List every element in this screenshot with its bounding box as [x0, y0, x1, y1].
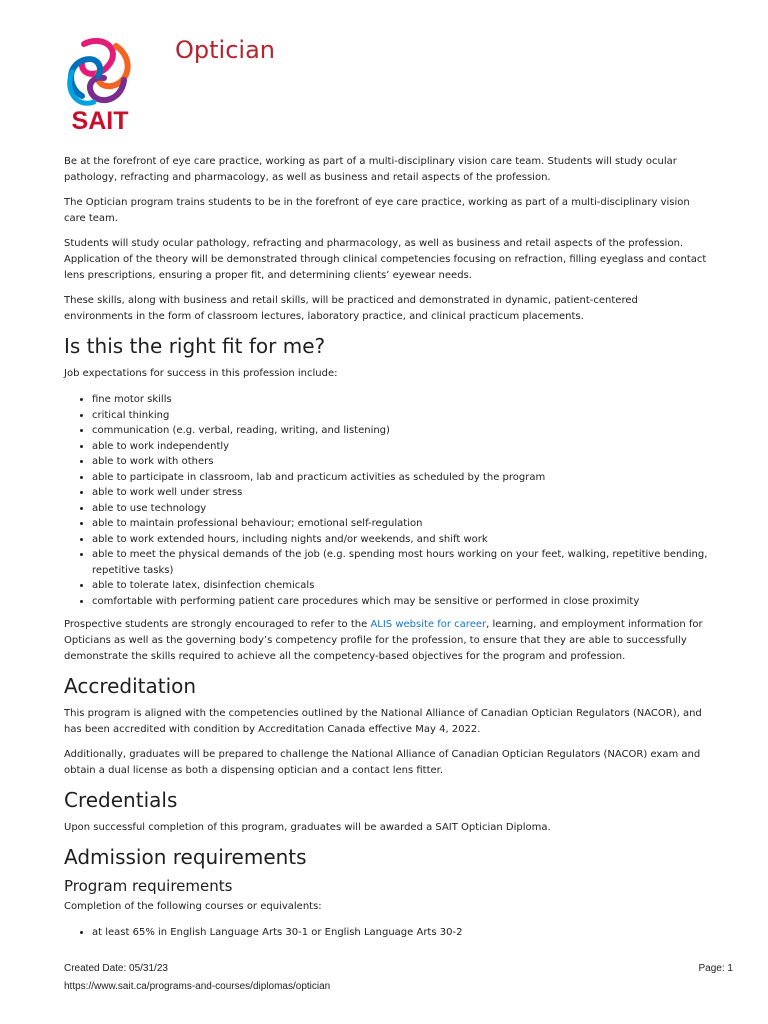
list-item: • able to participate in classroom, lab and practicum activities as scheduled by the program [92, 470, 708, 486]
created-date: Created Date: 05/31/23 [64, 963, 168, 974]
prospective-text: Prospective students are strongly encouraged to refer to the [64, 619, 371, 630]
intro-paragraph: Students will study ocular pathology, refracting and pharmacology, as well as business and retail aspects of the profession. Application of the theory will be demonstrated through clinical competencies focusing on refraction, filling eyeglass and contact lens prescriptions, ensuring a proper fit, and determining clients’ eyewear needs. [64, 238, 707, 281]
prospective-text: , learning, and employment information for Opticians as well as the governing body’s competency profile for the profession, to ensure that they are able to successfully demonstrate the skills required to achieve all the competency-based objectives for the program and profession. [64, 619, 703, 662]
sait-wordmark: SAIT [71, 107, 129, 132]
admission-heading: Admission requirements [64, 845, 307, 869]
list-item: • able to tolerate latex, disinfection chemicals [92, 578, 708, 594]
list-item: • able to work well under stress [92, 485, 708, 501]
list-item: • able to meet the physical demands of the job (e.g. spending most hours working on your feet, walking, repetitive bending, repetitive tasks) [92, 547, 708, 578]
sait-logo-mark [64, 36, 136, 132]
fit-lead: Job expectations for success in this profession include: [64, 368, 338, 379]
list-item: • fine motor skills [92, 392, 708, 408]
list-item: • able to maintain professional behaviour; emotional self-regulation [92, 516, 708, 532]
main-content [64, 154, 708, 949]
accreditation-paragraph: This program is aligned with the competencies outlined by the National Alliance of Canadian Optician Regulators (NACOR), and has been accredited with condition by Accreditation Canada effective May 4, 2022. [64, 708, 702, 735]
list-item: • able to work with others [92, 454, 708, 470]
accreditation-heading: Accreditation [64, 674, 197, 698]
list-item: • comfortable with performing patient care procedures which may be sensitive or performed in close proximity [92, 594, 708, 610]
credentials-paragraph: Upon successful completion of this program, graduates will be awarded a SAIT Optician Diploma. [64, 822, 551, 833]
sait-logo [64, 36, 136, 132]
list-item: • critical thinking [92, 408, 708, 424]
list-item: • able to use technology [92, 501, 708, 517]
fit-list [64, 392, 708, 609]
credentials-heading: Credentials [64, 788, 178, 812]
program-requirements-heading: Program requirements [64, 877, 233, 895]
list-item: • able to work extended hours, including nights and/or weekends, and shift work [92, 532, 708, 548]
admission-list [64, 925, 708, 941]
page-number: Page: 1 [698, 963, 733, 974]
prospective-paragraph [64, 617, 708, 665]
footer-created-row [64, 963, 733, 974]
footer-url: https://www.sait.ca/programs-and-courses/diplomas/optician [64, 981, 331, 992]
accreditation-paragraph: Additionally, graduates will be prepared to challenge the National Alliance of Canadian Optician Regulators (NACOR) exam and obtain a dual license as both a dispensing optician and a contact lens fitter. [64, 749, 701, 776]
intro-paragraph: The Optician program trains students to be in the forefront of eye care practice, working as part of a multi-disciplinary vision care team. [64, 197, 690, 224]
intro-paragraph: These skills, along with business and retail skills, will be practiced and demonstrated in dynamic, patient-centered environments in the form of classroom lectures, laboratory practice, and clinical practicum placements. [64, 295, 638, 322]
list-item: • communication (e.g. verbal, reading, writing, and listening) [92, 423, 708, 439]
page-title: Optician [175, 36, 275, 64]
admission-lead: Completion of the following courses or equivalents: [64, 901, 322, 912]
intro-paragraph: Be at the forefront of eye care practice, working as part of a multi-disciplinary vision care team. Students will study ocular pathology, refracting and pharmacology, as well as business and retail aspects of the profession. [64, 156, 677, 183]
list-item: • able to work independently [92, 439, 708, 455]
list-item: • at least 65% in English Language Arts 30-1 or English Language Arts 30-2 [92, 925, 708, 941]
alis-link[interactable]: ALIS website for career [370, 619, 487, 630]
fit-heading: Is this the right fit for me? [64, 334, 326, 358]
